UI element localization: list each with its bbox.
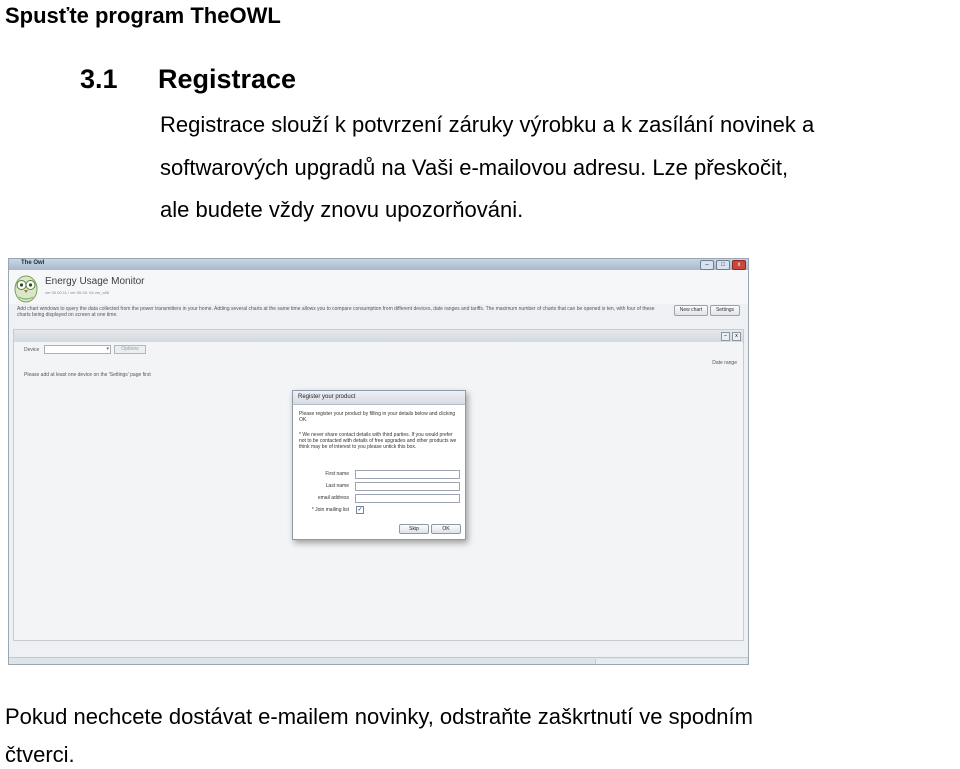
first-name-label: First name xyxy=(325,471,349,477)
last-name-input[interactable] xyxy=(355,482,460,491)
date-range-label: Date range xyxy=(712,360,737,366)
device-label: Device xyxy=(24,347,40,353)
add-device-message: Please add at least one device on the 'Settings' page first xyxy=(24,372,151,378)
close-button[interactable]: x xyxy=(732,260,746,270)
info-text: Add chart windows to query the data collected from the power transmitters in your home. Adding several charts at the same time allows you to compare consumption from different devices, date ranges and tariffs. The maximum number of charts that can be opened is ten, with four of these charts being displayed on screen at one time. xyxy=(17,306,655,318)
status-tab xyxy=(595,659,746,664)
first-name-input[interactable] xyxy=(355,470,460,479)
email-input[interactable] xyxy=(355,494,460,503)
dialog-title: Register your product xyxy=(293,391,465,405)
maximize-button[interactable]: □ xyxy=(716,260,730,270)
new-chart-button[interactable]: New chart xyxy=(674,305,708,316)
email-label: email address xyxy=(317,495,349,501)
email-row xyxy=(299,494,459,502)
document-heading: Spusťte program TheOWL xyxy=(5,3,281,28)
register-dialog xyxy=(292,390,466,540)
window-titlebar xyxy=(9,259,748,270)
dialog-intro-text: Please register your product by filling in your details below and clicking OK. xyxy=(299,411,456,423)
mailing-list-label: * Join mailing list xyxy=(311,507,349,513)
app-header xyxy=(9,270,748,304)
device-select[interactable] xyxy=(44,345,111,354)
intro-line-2: softwarových upgradů na Vaši e-mailovou adresu. Lze přeskočit, xyxy=(160,155,789,180)
app-version: ver 00.00.11 / ver 00.00. 04 ver_x86 xyxy=(45,290,109,295)
first-name-row xyxy=(299,470,459,478)
intro-line-1: Registrace slouží k potvrzení záruky výrobku a k zasílání novinek a xyxy=(160,112,815,137)
intro-line-3: ale budete vždy znovu upozorňováni. xyxy=(160,197,524,222)
minimize-button[interactable]: – xyxy=(700,260,714,270)
window-title: The Owl xyxy=(21,260,45,266)
options-button[interactable]: Options xyxy=(114,345,146,354)
app-title: Energy Usage Monitor xyxy=(45,276,145,287)
chevron-down-icon: ▾ xyxy=(106,346,109,352)
section-title: Registrace xyxy=(158,64,297,94)
app-screenshot xyxy=(8,258,749,665)
ok-button[interactable]: OK xyxy=(431,524,461,534)
owl-logo-icon xyxy=(13,273,39,303)
mailing-row xyxy=(299,506,459,514)
footer-line-1: Pokud nechcete dostávat e-mailem novinky, odstraňte zaškrtnutí ve spodním xyxy=(5,704,753,729)
chart-panel-bar xyxy=(14,330,743,342)
section-number: 3.1 xyxy=(80,64,118,94)
mailing-list-checkbox[interactable]: ✓ xyxy=(357,507,363,513)
panel-close-button[interactable]: x xyxy=(732,332,741,341)
last-name-row xyxy=(299,482,459,490)
status-bar xyxy=(9,657,748,664)
skip-button[interactable]: Skip xyxy=(399,524,429,534)
panel-minimize-button[interactable]: – xyxy=(721,332,730,341)
settings-button[interactable]: Settings xyxy=(710,305,740,316)
dialog-privacy-text: * We never share contact details with third parties. If you would prefer not to be contacted with details of free upgrades and other products we think may be of interest to you please untick this box. xyxy=(299,432,457,450)
footer-line-2: čtverci. xyxy=(5,742,75,767)
last-name-label: Last name xyxy=(325,483,349,489)
